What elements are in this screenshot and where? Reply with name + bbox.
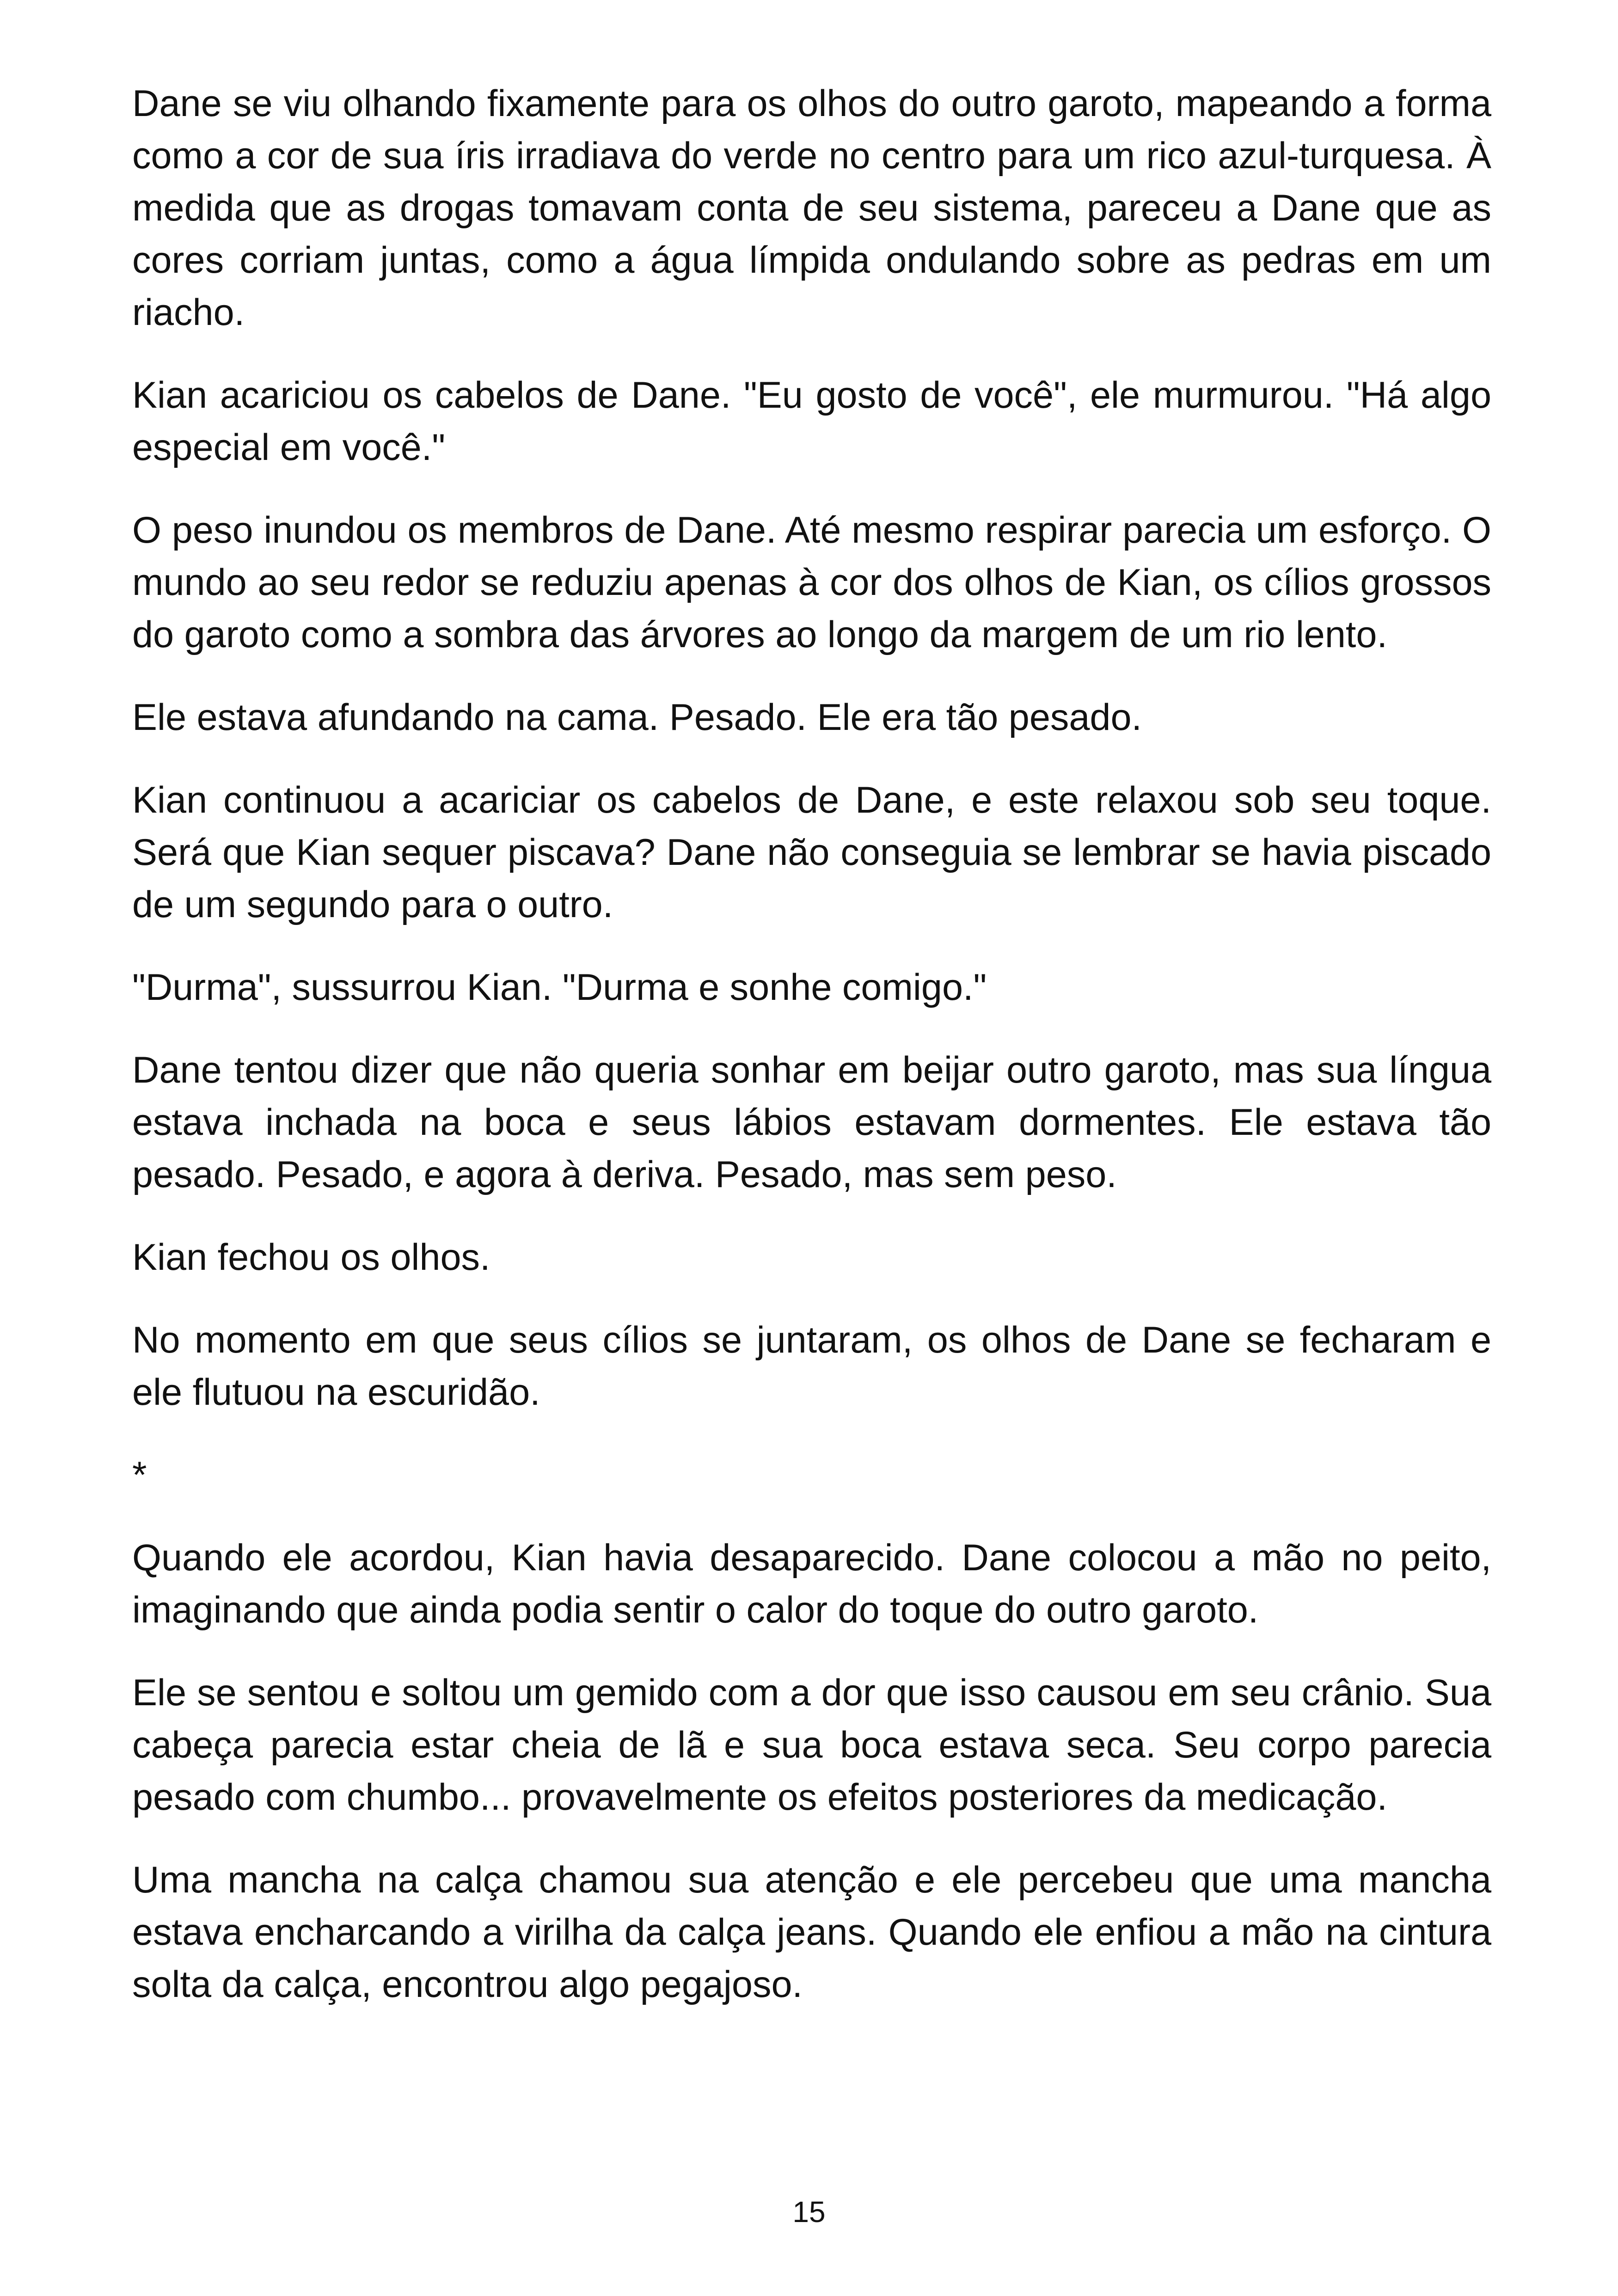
text-body: [132, 78, 1491, 2041]
page-number: 15: [792, 2195, 826, 2229]
paragraph: Kian continuou a acariciar os cabelos de Dane, e este relaxou sob seu toque. Será que Kian sequer piscava? Dane não conseguia se lembrar se havia piscado de um segundo para o outro.: [132, 779, 1491, 925]
paragraph: "Durma", sussurrou Kian. "Durma e sonhe comigo.": [132, 967, 987, 1008]
paragraph: Ele estava afundando na cama. Pesado. Ele era tão pesado.: [132, 697, 1142, 738]
scene-break: *: [132, 1454, 147, 1496]
paragraph: No momento em que seus cílios se juntaram, os olhos de Dane se fecharam e ele flutuou na escuridão.: [132, 1319, 1491, 1413]
paragraph: Ele se sentou e soltou um gemido com a dor que isso causou em seu crânio. Sua cabeça parecia estar cheia de lã e sua boca estava seca. Seu corpo parecia pesado com chumbo... provavelmente os efeitos posteriores da medicação.: [132, 1672, 1491, 1818]
paragraph: Kian fechou os olhos.: [132, 1237, 490, 1278]
paragraph: Quando ele acordou, Kian havia desaparecido. Dane colocou a mão no peito, imaginando que ainda podia sentir o calor do toque do outro garoto.: [132, 1537, 1491, 1631]
paragraph: Dane se viu olhando fixamente para os olhos do outro garoto, mapeando a forma como a cor de sua íris irradiava do verde no centro para um rico azul-turquesa. À medida que as drogas tomavam conta de seu sistema, pareceu a Dane que as cores corriam juntas, como a água límpida ondulando sobre as pedras em um riacho.: [132, 83, 1491, 333]
paragraph: Dane tentou dizer que não queria sonhar em beijar outro garoto, mas sua língua estava inchada na boca e seus lábios estavam dormentes. Ele estava tão pesado. Pesado, e agora à deriva. Pesado, mas sem peso.: [132, 1049, 1491, 1195]
paragraph: Uma mancha na calça chamou sua atenção e ele percebeu que uma mancha estava encharcando a virilha da calça jeans. Quando ele enfiou a mão na cintura solta da calça, encontrou algo pegajoso.: [132, 1859, 1491, 2005]
paragraph: Kian acariciou os cabelos de Dane. "Eu gosto de você", ele murmurou. "Há algo especial em você.": [132, 374, 1491, 468]
paragraph: O peso inundou os membros de Dane. Até mesmo respirar parecia um esforço. O mundo ao seu redor se reduziu apenas à cor dos olhos de Kian, os cílios grossos do garoto como a sombra das árvores ao longo da margem de um rio lento.: [132, 509, 1491, 655]
